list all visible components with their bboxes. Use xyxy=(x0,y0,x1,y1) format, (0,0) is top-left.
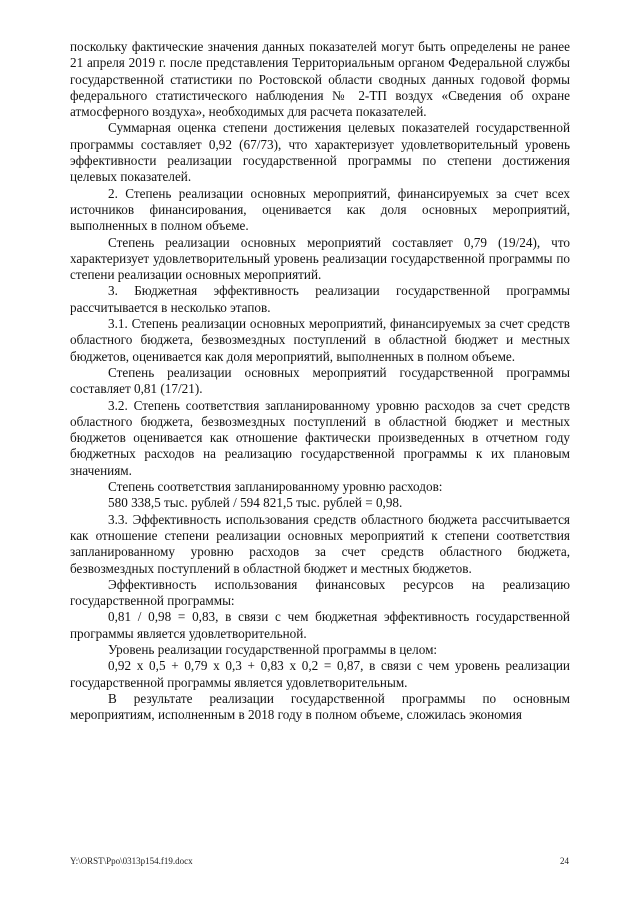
paragraph-16: В результате реализации государственной программы по основным мероприятиям, исполненным в 2018 году в полном объеме, сложилась экономия xyxy=(70,690,570,723)
paragraph-4: Степень реализации основных мероприятий составляет 0,79 (19/24), что характеризует удовлетворительный уровень реализации государственной программы по степени реализации основных мероприятий. xyxy=(70,234,570,283)
paragraph-13: 0,81 / 0,98 = 0,83, в связи с чем бюджетная эффективность государственной программы является удовлетворительной. xyxy=(70,609,570,641)
paragraph-6: 3.1. Степень реализации основных мероприятий, финансируемых за счет средств областного бюджета, безвозмездных поступлений в областной бюджет и местных бюджетов, оценивается как доля мероприятий, выполненных в полном объеме. xyxy=(70,316,570,364)
paragraph-12: Эффективность использования финансовых ресурсов на реализацию государственной программы: xyxy=(70,576,570,609)
paragraph-10: 580 338,5 тыс. рублей / 594 821,5 тыс. рублей = 0,98. xyxy=(108,495,403,511)
footer-file-path: Y:\ORST\Ppo\0313p154.f19.docx xyxy=(70,856,193,866)
paragraph-3: 2. Степень реализации основных мероприятий, финансируемых за счет всех источников финансирования, оценивается как доля основных мероприятий, выполненных в полном объеме. xyxy=(70,185,570,234)
paragraph-8: 3.2. Степень соответствия запланированному уровню расходов за счет средств областного бюджета, безвозмездных поступлений в областной бюджет и местных бюджетов оценивается как отношение фактически произведенных в отчетном году бюджетных расходов на реализацию государственной программы к их плановым значениям. xyxy=(70,397,570,478)
paragraph-1: поскольку фактические значения данных показателей могут быть определены не ранее 21 апреля 2019 г. после представления Территориальным органом Федеральной службы государственной статистики по Ростовской области сводных данных годовой формы федерального статистического наблюдения № 2-ТП воздух «Сведения об охране атмосферного воздуха», необходимых для расчета показателей. xyxy=(70,39,570,120)
footer-page-number: 24 xyxy=(560,856,569,866)
paragraph-9: Степень соответствия запланированному уровню расходов: xyxy=(108,479,443,495)
paragraph-5: 3. Бюджетная эффективность реализации государственной программы рассчитывается в несколько этапов. xyxy=(70,283,570,315)
paragraph-14: Уровень реализации государственной программы в целом: xyxy=(108,641,438,657)
paragraph-11: 3.3. Эффективность использования средств областного бюджета рассчитывается как отношение степени реализации основных мероприятий к степени соответствия запланированному уровню расходов за счет средств областного бюджета, безвозмездных поступлений в областной бюджет и местных бюджетов. xyxy=(70,511,570,576)
paragraph-15: 0,92 х 0,5 + 0,79 х 0,3 + 0,83 х 0,2 = 0,87, в связи с чем уровень реализации государственной программы является удовлетворительным. xyxy=(70,658,570,690)
paragraph-7: Степень реализации основных мероприятий государственной программы составляет 0,81 (17/21). xyxy=(70,364,570,397)
paragraph-2: Суммарная оценка степени достижения целевых показателей государственной программы составляет 0,92 (67/73), что характеризует удовлетворительный уровень эффективности реализации государственной программы по степени достижения целевых показателей. xyxy=(70,120,570,185)
body-text xyxy=(70,39,570,723)
